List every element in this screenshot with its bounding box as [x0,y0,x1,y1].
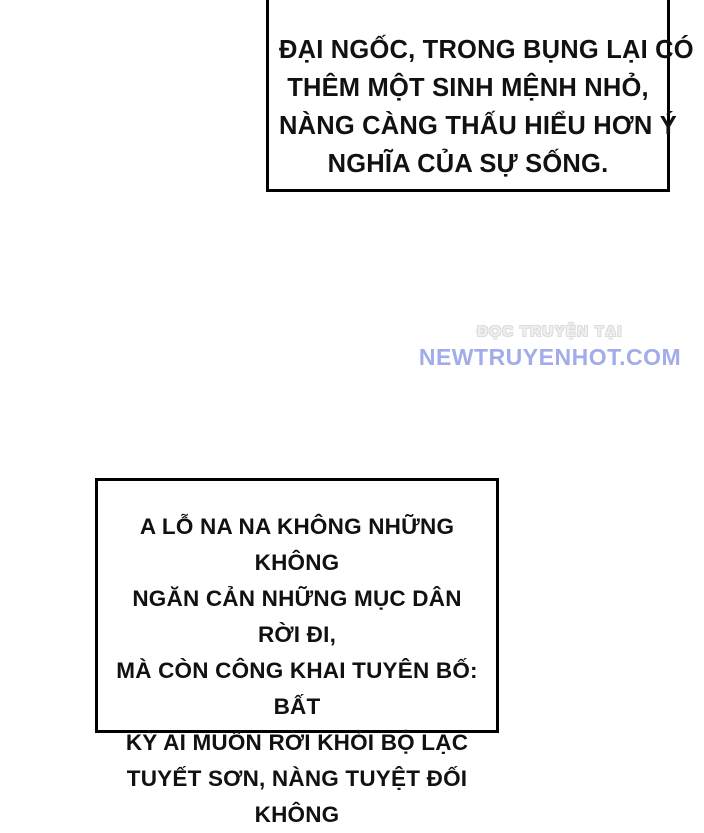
caption-line: MÀ CÒN CÔNG KHAI TUYÊN BỐ: BẤT [116,658,478,719]
caption-line: NÀNG CÀNG THẤU HIỂU HƠN Ý [279,112,677,140]
caption-line: NGĂN CẢN NHỮNG MỤC DÂN RỜI ĐI, [132,586,462,647]
caption-box-bottom [95,478,499,827]
caption-line: NGHĨA CỦA SỰ SỐNG. [327,150,609,178]
caption-box-top [266,0,694,192]
caption-line: THÊM MỘT SINH MỆNH NHỎ, [287,74,649,102]
site-watermark [405,322,695,372]
watermark-label: ĐỌC TRUYỆN TẠI [477,323,623,340]
watermark-url: NEWTRUYENHOT.COM [418,344,682,370]
caption-line: A LỖ NA NA KHÔNG NHỮNG KHÔNG [139,514,455,575]
caption-line: ĐẠI NGỐC, TRONG BỤNG LẠI CÓ [279,36,694,64]
caption-line: TUYẾT SƠN, NÀNG TUYỆT ĐỐI KHÔNG [126,766,468,827]
caption-line: KỲ AI MUỐN RỜI KHỎI BỘ LẠC [125,730,469,755]
